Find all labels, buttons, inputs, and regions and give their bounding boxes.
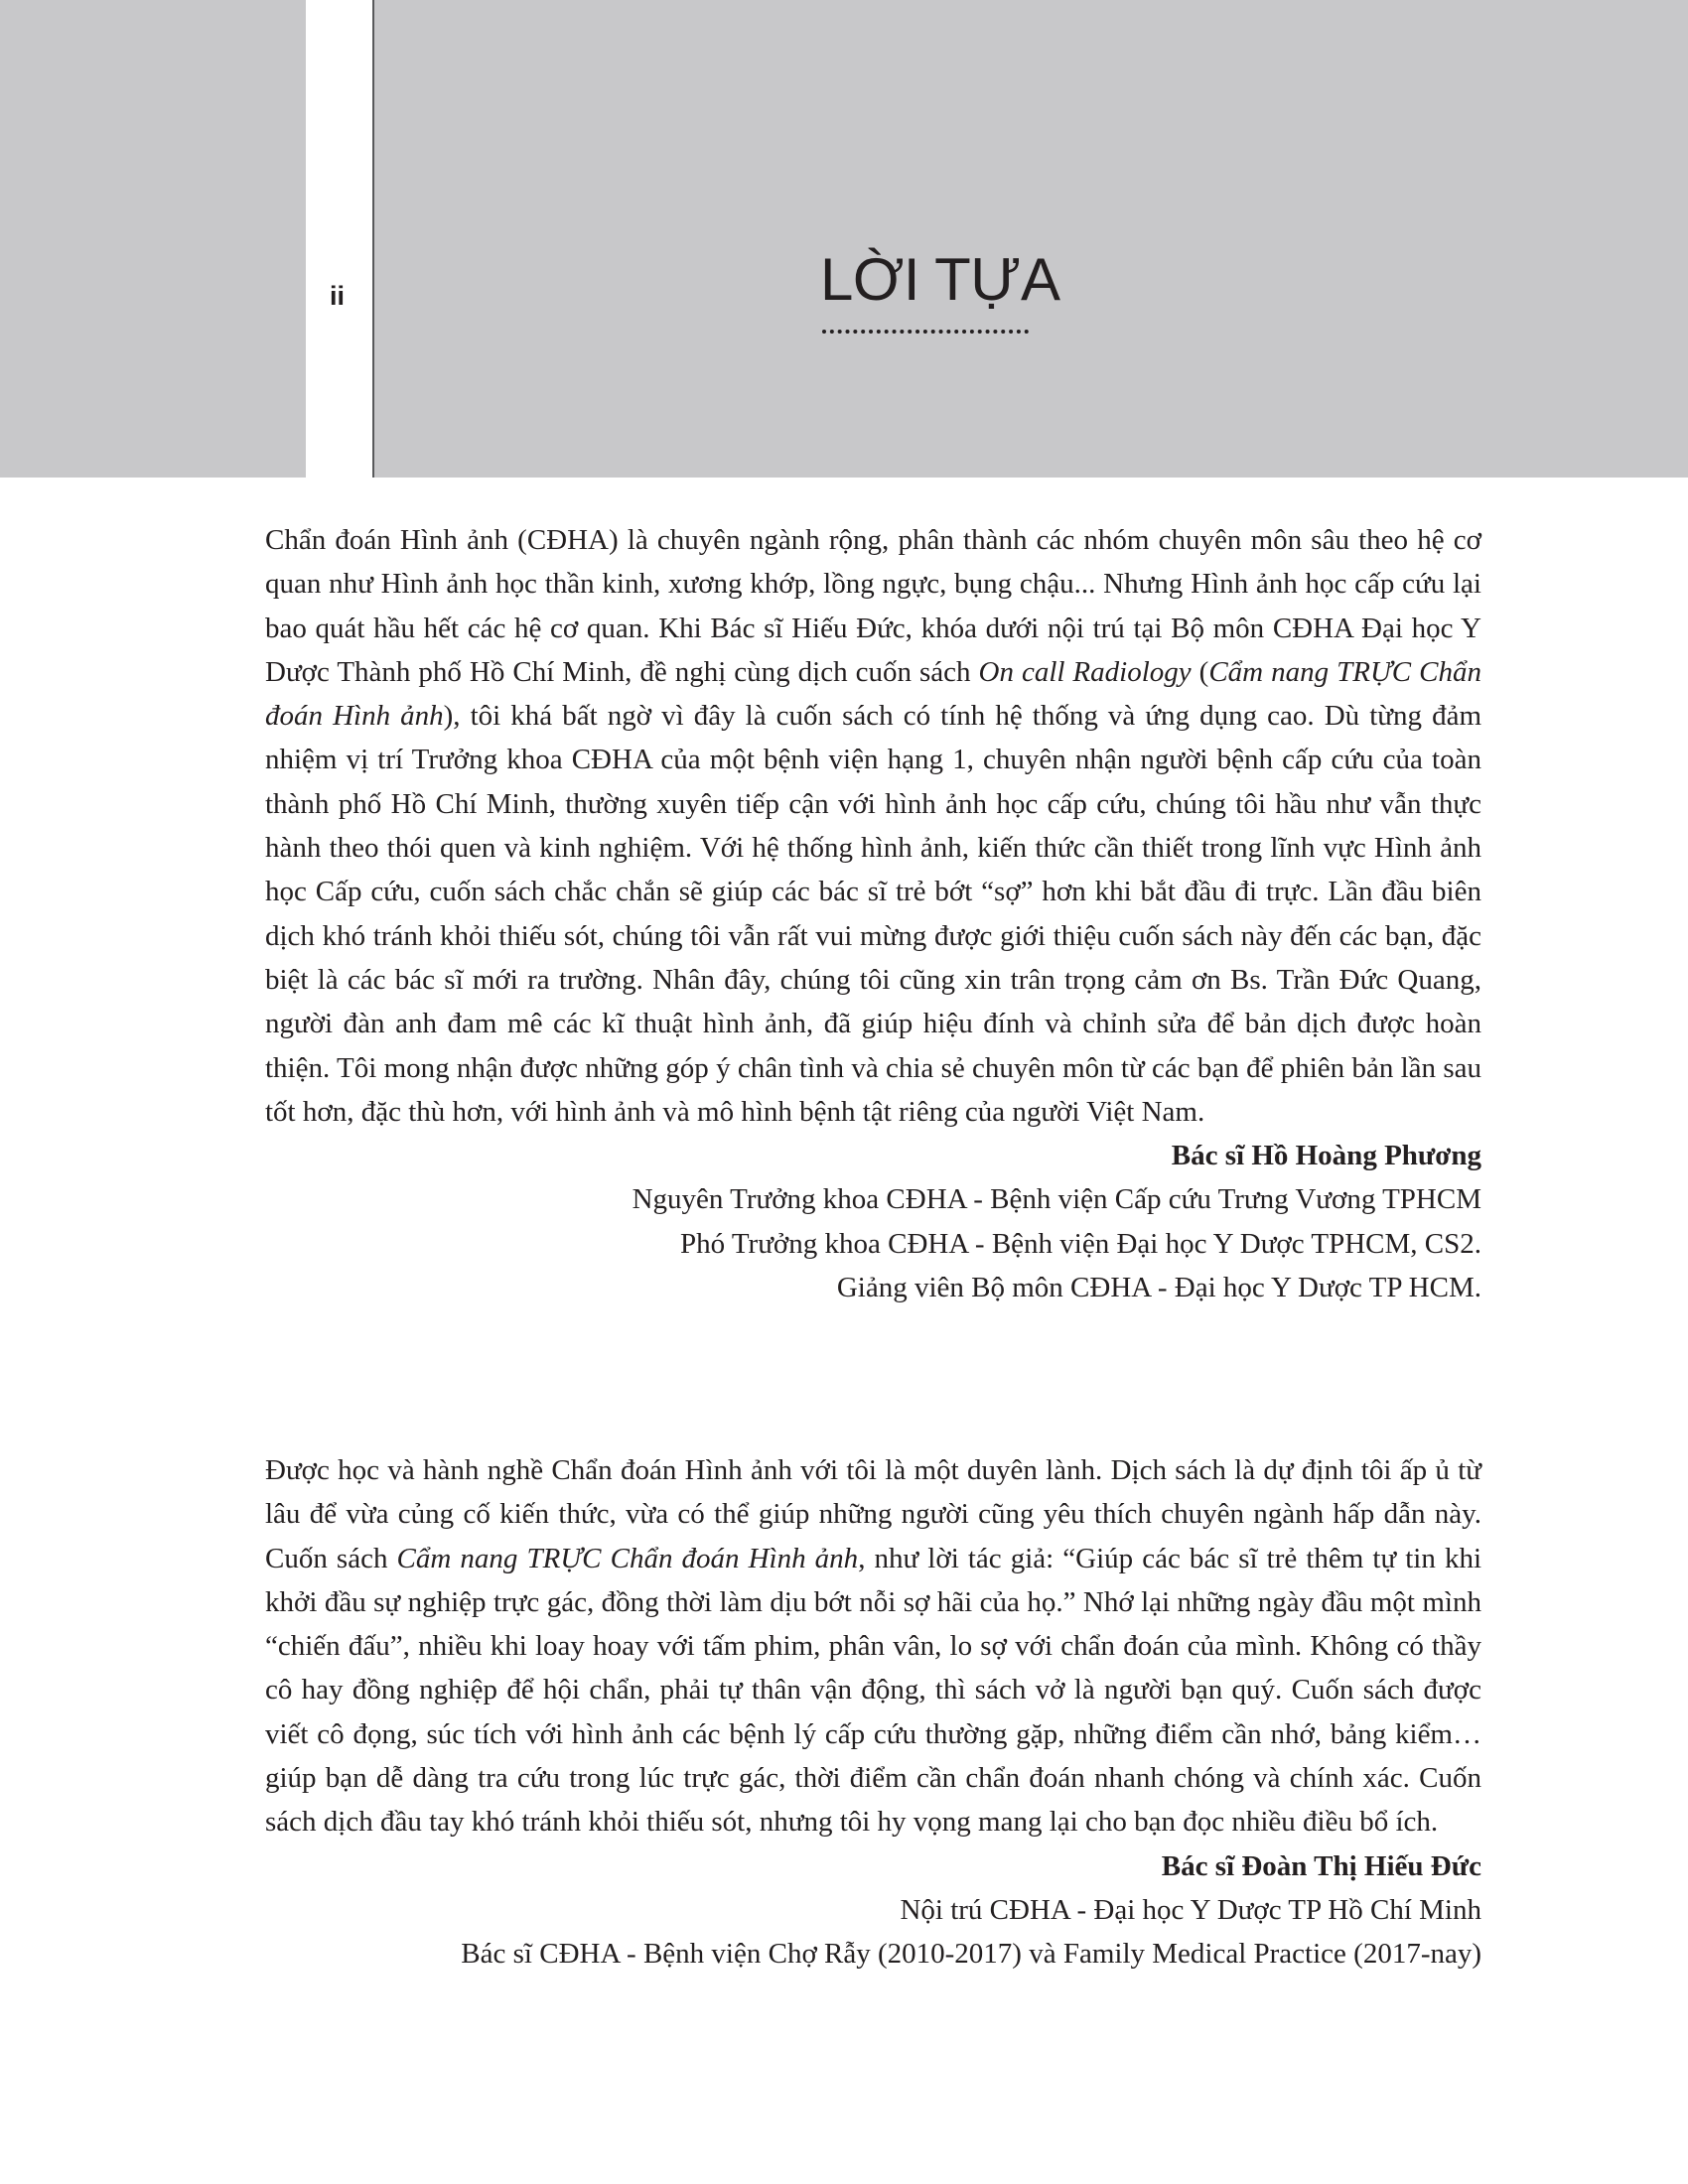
signature-title-line: Giảng viên Bộ môn CĐHA - Đại học Y Dược TP HCM. <box>836 1272 1481 1304</box>
header-band <box>0 0 1688 478</box>
chapter-title: LỜI TỰA <box>820 246 1060 313</box>
signature-block-2 <box>265 1844 1481 1977</box>
preface-paragraph-2 <box>265 1448 1481 1844</box>
title-dotted-underline <box>822 330 1029 334</box>
signature-name: Bác sĩ Hồ Hoàng Phương <box>1171 1140 1481 1172</box>
paragraph-text: ), tôi khá bất ngờ vì đây là cuốn sách có tính hệ thống và ứng dụng cao. Dù từng đảm nhiệm vị trí Trưởng khoa CĐHA của một bệnh viện hạng 1, chuyên nhận người bệnh cấp cứu của toàn thành phố Hồ Chí Minh, thường xuyên tiếp cận với hình ảnh học cấp cứu, chúng tôi hầu như vẫn thực hành theo thói quen và kinh nghiệm. Với hệ thống hình ảnh, kiến thức cần thiết trong lĩnh vực Hình ảnh học Cấp cứu, cuốn sách chắc chắn sẽ giúp các bác sĩ trẻ bớt “sợ” hơn khi bắt đầu đi trực. Lần đầu biên dịch khó tránh khỏi thiếu sót, chúng tôi vẫn rất vui mừng được giới thiệu cuốn sách này đến các bạn, đặc biệt là các bác sĩ mới ra trường. Nhân đây, chúng tôi cũng xin trân trọng cảm ơn Bs. Trần Đức Quang, người đàn anh đam mê các kĩ thuật hình ảnh, đã giúp hiệu đính và chỉnh sửa để bản dịch được hoàn thiện. Tôi mong nhận được những góp ý chân tình và chia sẻ chuyên môn từ các bạn để phiên bản lần sau tốt hơn, đặc thù hơn, với hình ảnh và mô hình bệnh tật riêng của người Việt Nam. <box>265 700 1482 1128</box>
preface-section-1 <box>265 518 1481 1309</box>
preface-section-2 <box>265 1448 1481 1977</box>
paragraph-text: ( <box>1191 655 1209 688</box>
signature-name: Bác sĩ Đoàn Thị Hiếu Đức <box>1161 1849 1481 1882</box>
paragraph-text: Chẩn đoán Hình ảnh (CĐHA) là chuyên ngành rộng, phân thành các nhóm chuyên môn sâu theo hệ cơ quan như Hình ảnh học thần kinh, xương khớp, lồng ngực, bụng chậu... Nhưng Hình ảnh học cấp cứu lại bao quát hầu hết các hệ cơ quan. Khi Bác sĩ Hiếu Đức, khóa dưới nội trú tại Bộ môn CĐHA Đại học Y Dược Thành phố Hồ Chí Minh, đề nghị cùng dịch cuốn sách <box>265 524 1481 688</box>
paragraph-text: Được học và hành nghề Chẩn đoán Hình ảnh với tôi là một duyên lành. Dịch sách là dự định tôi ấp ủ từ lâu để vừa củng cố kiến thức, vừa có thể giúp những người cũng yêu thích chuyên ngành hấp dẫn này. Cuốn sách <box>265 1454 1481 1574</box>
paragraph-text: , như lời tác giả: “Giúp các bác sĩ trẻ thêm tự tin khi khởi đầu sự nghiệp trực gác, đồng thời làm dịu bớt nỗi sợ hãi của họ.” Nhớ lại những ngày đầu một mình “chiến đấu”, nhiều khi loay hoay với tấm phim, phân vân, lo sợ với chẩn đoán của mình. Không có thầy cô hay đồng nghiệp để hội chẩn, phải tự thân vận động, thì sách vở là người bạn quý. Cuốn sách được viết cô đọng, súc tích với hình ảnh các bệnh lý cấp cứu thường gặp, những điểm cần nhớ, bảng kiểm… giúp bạn dễ dàng tra cứu trong lúc trực gác, thời điểm cần chẩn đoán nhanh chóng và chính xác. Cuốn sách dịch đầu tay khó tránh khỏi thiếu sót, nhưng tôi hy vọng mang lại cho bạn đọc nhiều điều bổ ích. <box>265 1542 1481 1839</box>
signature-title-line: Nguyên Trưởng khoa CĐHA - Bệnh viện Cấp cứu Trưng Vương TPHCM <box>632 1183 1481 1216</box>
signature-title-line: Phó Trưởng khoa CĐHA - Bệnh viện Đại học Y Dược TPHCM, CS2. <box>679 1227 1481 1260</box>
signature-block-1 <box>265 1134 1481 1309</box>
signature-title-line: Nội trú CĐHA - Đại học Y Dược TP Hồ Chí Minh <box>900 1893 1481 1926</box>
book-title-vietnamese: Cẩm nang TRỰC Chẩn đoán Hình ảnh <box>265 655 1481 733</box>
book-title-vietnamese: Cẩm nang TRỰC Chẩn đoán Hình ảnh <box>396 1542 859 1574</box>
signature-title-line: Bác sĩ CĐHA - Bệnh viện Chợ Rẫy (2010-2017) và Family Medical Practice (2017-nay) <box>461 1938 1481 1971</box>
preface-paragraph-1 <box>265 518 1481 1134</box>
header-stripe <box>306 0 373 478</box>
header-stripe-line <box>372 0 374 478</box>
book-title-english: On call Radiology <box>978 655 1192 688</box>
page-number: ii <box>330 281 346 311</box>
